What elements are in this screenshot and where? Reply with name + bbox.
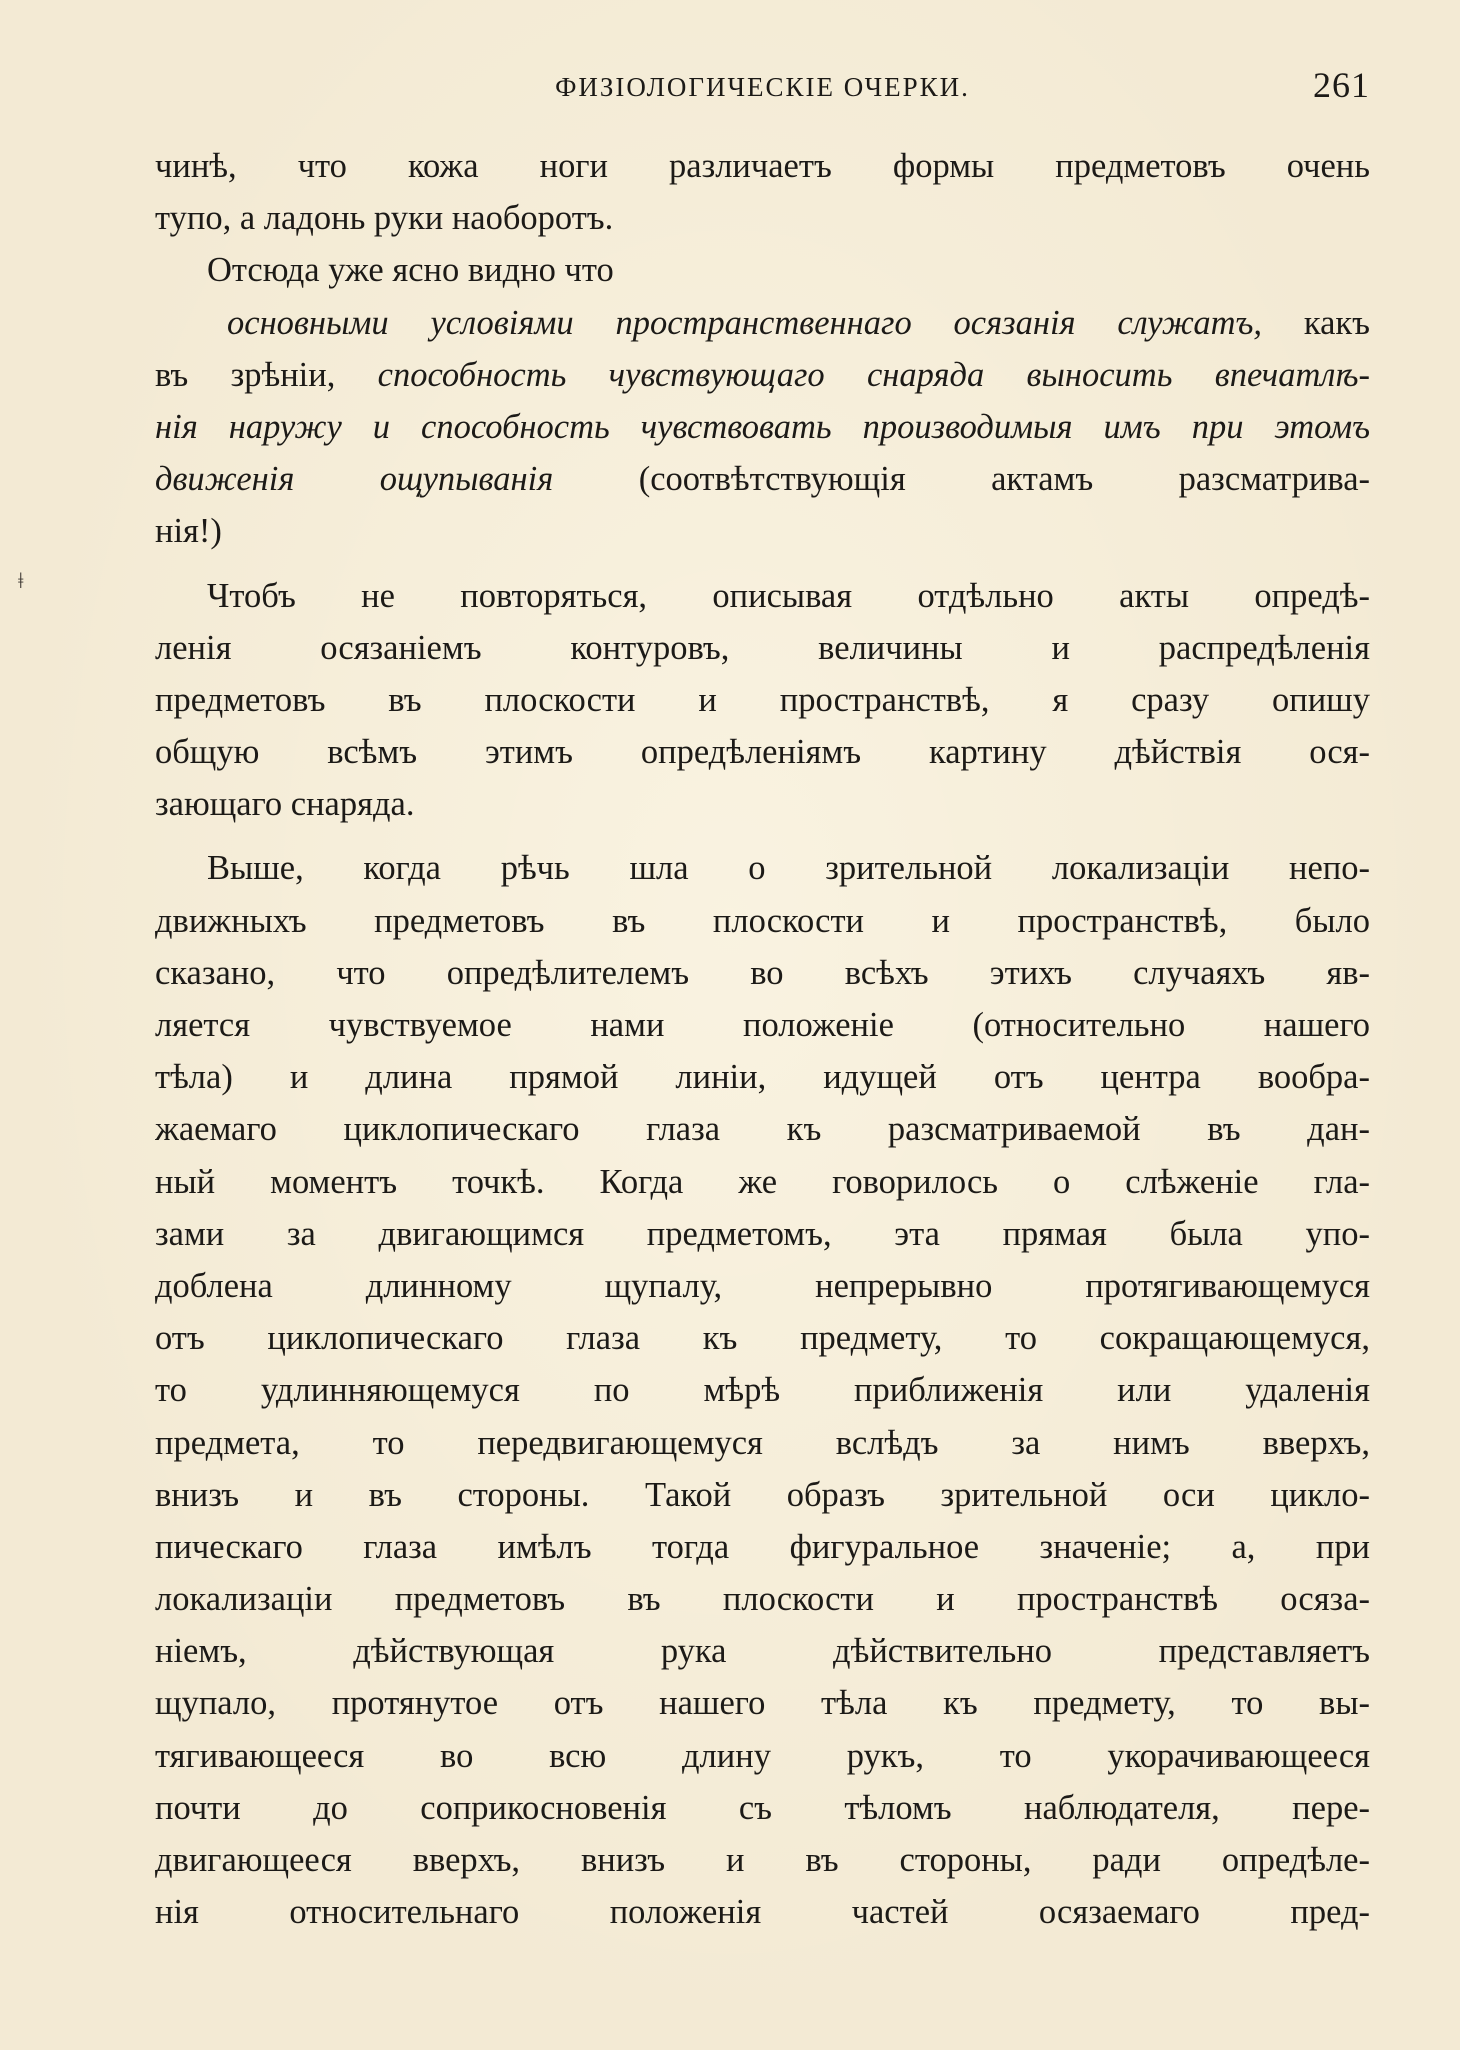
text-line: доблена длинному щупалу, непрерывно протягивающемуся: [155, 1266, 1370, 1305]
text-line: Выше, когда рѣчь шла о зрительной локализаціи непо-: [207, 849, 1370, 888]
text-line: жаемаго циклопическаго глаза къ разсматриваемой въ дан-: [155, 1110, 1370, 1149]
text-line: ный моментъ точкѣ. Когда же говорилось о слѣженіе гла-: [155, 1162, 1370, 1201]
text-line: зающаго снаряда.: [155, 785, 415, 824]
italic-phrase: основными условіями пространственнаго осязанія служатъ,: [227, 303, 1263, 342]
plain-phrase: въ зрѣніи,: [155, 355, 378, 394]
text-line: чинѣ, что кожа ноги различаетъ формы предметовъ очень: [155, 147, 1370, 185]
text-line: общую всѣмъ этимъ опредѣленіямъ картину дѣйствія ося-: [155, 733, 1370, 772]
text-line: ленія осязаніемъ контуровъ, величины и распредѣленія: [155, 628, 1370, 667]
paragraph-gap: [155, 830, 1370, 842]
italic-phrase: движенія ощупыванія: [155, 460, 554, 499]
paragraph-gap: [155, 558, 1370, 570]
body-text: [155, 140, 1370, 1938]
text-line: тягивающееся во всю длину рукъ, то укорачивающееся: [155, 1736, 1370, 1775]
plain-phrase: какъ: [1262, 303, 1370, 342]
text-line: почти до соприкосновенія съ тѣломъ наблюдателя, пере-: [155, 1788, 1370, 1827]
text-line: нія относительнаго положенія частей осязаемаго пред-: [155, 1893, 1370, 1932]
text-line: ляется чувствуемое нами положеніе (относительно нашего: [155, 1006, 1370, 1044]
text-line: двигающееся вверхъ, внизъ и въ стороны, ради опредѣле-: [155, 1841, 1370, 1879]
text-line: предметовъ въ плоскости и пространствѣ, я сразу опишу: [155, 680, 1370, 719]
text-line: пическаго глаза имѣлъ тогда фигуральное значеніе; а, при: [155, 1527, 1370, 1566]
running-head: [155, 64, 1370, 108]
text-line: ніемъ, дѣйствующая рука дѣйствительно представляетъ: [155, 1632, 1370, 1671]
margin-mark: ǂ: [18, 568, 24, 593]
text-line: предмета, то передвигающемуся вслѣдъ за нимъ вверхъ,: [155, 1423, 1370, 1462]
text-line: отъ циклопическаго глаза къ предмету, то сокращающемуся,: [155, 1319, 1370, 1358]
text-line: движныхъ предметовъ въ плоскости и пространствѣ, было: [155, 901, 1370, 940]
text-line: щупало, протянутое отъ нашего тѣла къ предмету, то вы-: [155, 1684, 1370, 1723]
text-line: внизъ и въ стороны. Такой образъ зрительной оси цикло-: [155, 1475, 1370, 1514]
text-line: Отсюда уже ясно видно что: [207, 251, 614, 290]
text-line: тѣла) и длина прямой линіи, идущей отъ центра вообра-: [155, 1058, 1370, 1097]
text-line: то удлинняющемуся по мѣрѣ приближенія или удаленія: [155, 1371, 1370, 1410]
text-line: тупо, а ладонь руки наоборотъ.: [155, 199, 614, 238]
text-line: зами за двигающимся предметомъ, эта прямая была упо-: [155, 1214, 1370, 1253]
text-line: [155, 401, 1370, 453]
italic-phrase: нія наружу и способность чувствовать производимыя имъ при этомъ: [155, 407, 1370, 446]
text-line: [155, 349, 1370, 401]
text-line: локализаціи предметовъ въ плоскости и пространствѣ осяза-: [155, 1580, 1370, 1619]
plain-phrase: (соотвѣтствующія актамъ разсматрива-: [553, 460, 1370, 499]
text-line: сказано, что опредѣлителемъ во всѣхъ этихъ случаяхъ яв-: [155, 953, 1370, 992]
italic-phrase: способность чувствующаго снаряда выносить впечатлѣ-: [377, 355, 1370, 394]
running-title: ФИЗІОЛОГИЧЕСКІЕ ОЧЕРКИ.: [555, 72, 970, 102]
text-line: нія!): [155, 512, 222, 551]
text-line: Чтобъ не повторяться, описывая отдѣльно акты опредѣ-: [207, 576, 1370, 615]
text-line: [155, 453, 1370, 505]
text-line: [155, 297, 1370, 349]
page-number: 261: [1313, 65, 1370, 105]
